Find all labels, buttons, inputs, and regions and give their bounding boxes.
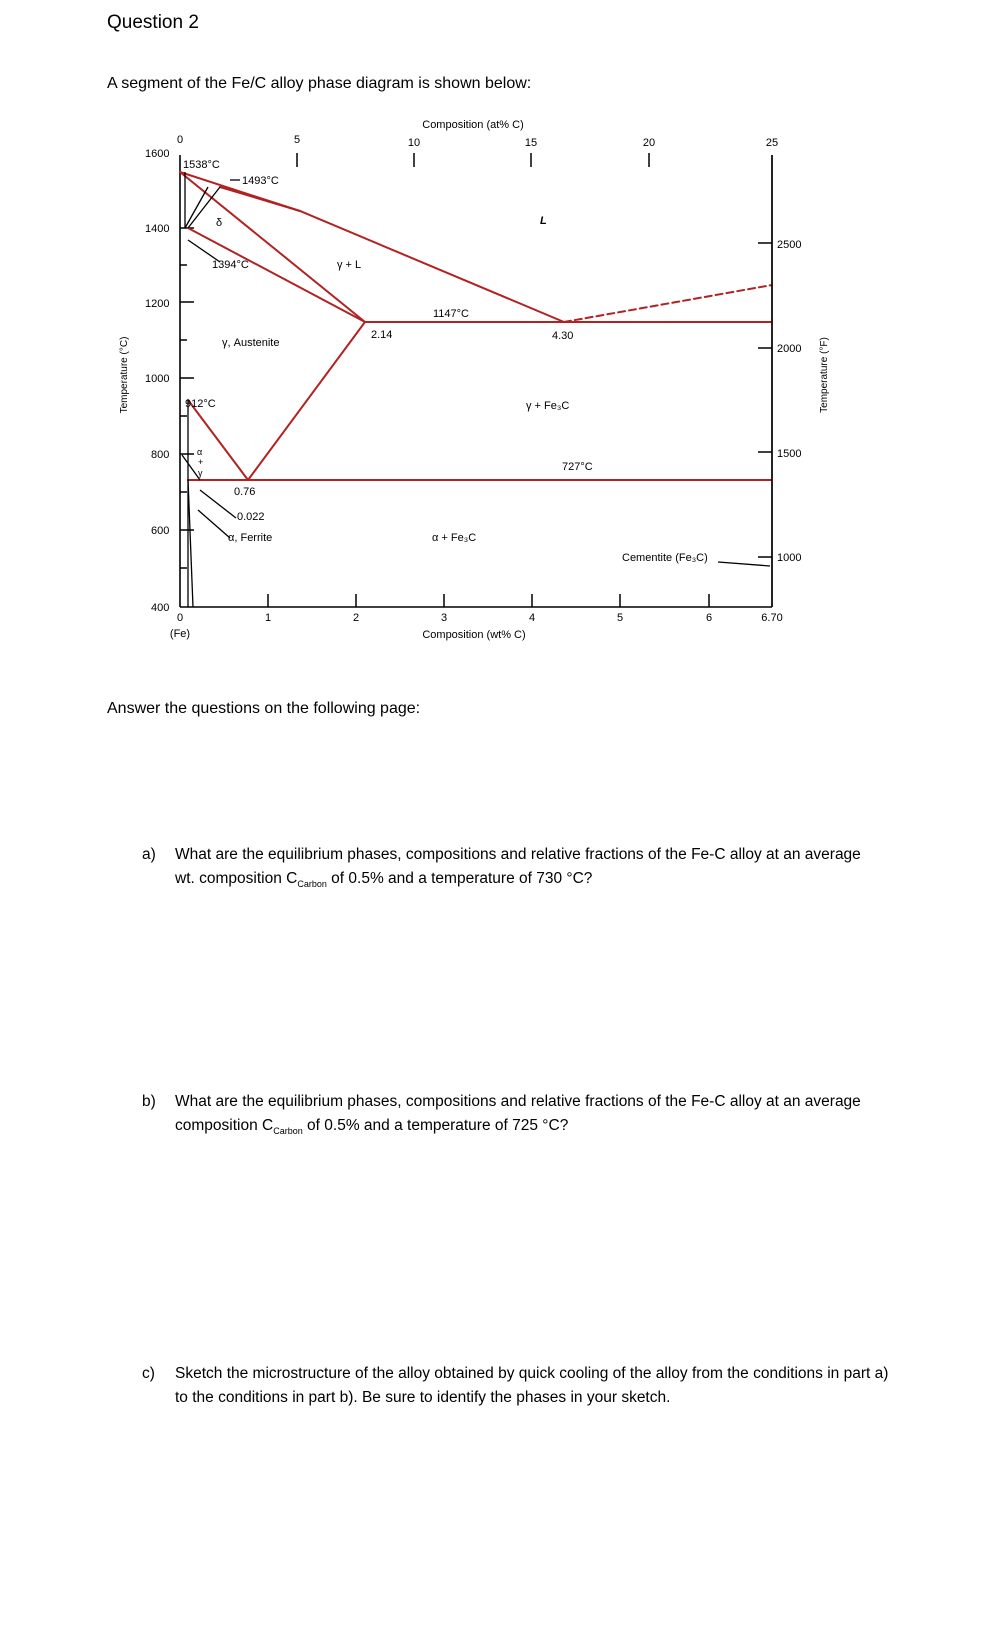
question-b-label: b) — [142, 1093, 156, 1110]
label-1538: 1538°C — [183, 159, 220, 171]
top-tick-10: 10 — [407, 137, 421, 149]
leader-0022 — [200, 490, 236, 518]
label-liquid: L — [540, 215, 547, 227]
left-tick-1400: 1400 — [145, 223, 170, 235]
question-c-text: Sketch the microstructure of the alloy obtained by quick cooling of the alloy from the conditions in part a) to the conditions in part b). Be sure to identify the phases in your sketch. — [175, 1365, 889, 1406]
question-c — [142, 1362, 902, 1410]
left-axis-title: Temperature (°C) — [119, 336, 130, 414]
label-gamma-small: γ — [198, 468, 203, 478]
bottom-axis-title: Composition (wt% C) — [422, 629, 526, 641]
label-727: 727°C — [562, 461, 593, 473]
bottom-tick-1: 1 — [264, 612, 272, 624]
top-axis-title: Composition (at% C) — [422, 119, 524, 131]
intro-text: A segment of the Fe/C alloy phase diagram is shown below: — [107, 75, 532, 92]
question-b-subscript: Carbon — [273, 1126, 303, 1137]
label-0022: 0.022 — [237, 511, 265, 523]
label-430: 4.30 — [552, 330, 574, 342]
page-heading: Question 2 — [107, 12, 199, 33]
bottom-tick-2: 2 — [352, 612, 360, 624]
question-b-text: What are the equilibrium phases, compositions and relative fractions of the Fe-C alloy at an average composition C — [175, 1093, 861, 1134]
bottom-tick-4: 4 — [528, 612, 536, 624]
bottom-tick-6: 6 — [705, 612, 713, 624]
phase-diagram — [0, 0, 1000, 700]
right-tick-2500: 2500 — [777, 239, 802, 251]
left-tick-800: 800 — [151, 449, 170, 461]
label-1493: 1493°C — [242, 175, 279, 187]
bottom-tick-0: 0 — [176, 612, 184, 624]
left-tick-1200: 1200 — [145, 298, 170, 310]
label-austenite: γ, Austenite — [222, 337, 280, 349]
liquidus-line — [180, 172, 564, 322]
bottom-tick-5: 5 — [616, 612, 624, 624]
label-912: 912°C — [185, 398, 216, 410]
question-a — [142, 843, 882, 896]
top-tick-5: 5 — [293, 134, 301, 146]
left-tick-400: 400 — [151, 602, 170, 614]
question-b — [142, 1090, 882, 1143]
a3-line — [188, 400, 248, 480]
label-214: 2.14 — [371, 329, 393, 341]
label-1394: 1394°C — [212, 259, 249, 271]
top-tick-20: 20 — [642, 137, 656, 149]
leader-ferrite — [198, 510, 230, 538]
bottom-tick-3: 3 — [440, 612, 448, 624]
label-plus-small: + — [198, 457, 204, 467]
bottom-tick-670: 6.70 — [761, 612, 783, 624]
right-axis-title: Temperature (°F) — [819, 337, 830, 413]
right-tick-1000: 1000 — [777, 552, 802, 564]
left-tick-1600: 1600 — [145, 148, 170, 160]
leader-cementite — [718, 562, 770, 566]
ferrite-solvus — [188, 480, 193, 607]
label-1147: 1147°C — [433, 308, 469, 320]
label-ferrite: α, Ferrite — [228, 532, 273, 544]
question-a-label: a) — [142, 846, 156, 863]
question-b-text-end: of 0.5% and a temperature of 725 °C? — [302, 1117, 569, 1134]
label-cementite: Cementite (Fe₃C) — [622, 552, 708, 564]
left-tick-600: 600 — [151, 525, 170, 537]
question-c-label: c) — [142, 1365, 155, 1382]
left-tick-1000: 1000 — [145, 373, 170, 385]
eutectic-to-cementite — [564, 285, 772, 322]
answer-prompt: Answer the questions on the following page: — [107, 700, 421, 717]
question-a-text: What are the equilibrium phases, compositions and relative fractions of the Fe-C alloy at an average wt. composition C — [175, 846, 861, 887]
label-gamma-l: γ + L — [337, 259, 362, 271]
label-alpha-fe3c: α + Fe₃C — [432, 532, 477, 544]
label-gamma-fe3c: γ + Fe₃C — [526, 400, 570, 412]
top-tick-0: 0 — [176, 134, 184, 146]
label-076: 0.76 — [234, 486, 256, 498]
solidus-gamma — [188, 228, 365, 322]
top-tick-15: 15 — [524, 137, 538, 149]
liquidus-left — [180, 172, 365, 322]
question-a-subscript: Carbon — [297, 879, 327, 890]
label-delta: δ — [216, 217, 223, 229]
question-a-text-end: of 0.5% and a temperature of 730 °C? — [326, 870, 593, 887]
fe-origin-label: (Fe) — [169, 628, 191, 640]
label-alpha-small: α — [197, 447, 203, 457]
top-tick-25: 25 — [765, 137, 779, 149]
right-tick-2000: 2000 — [777, 343, 802, 355]
right-tick-1500: 1500 — [777, 448, 802, 460]
